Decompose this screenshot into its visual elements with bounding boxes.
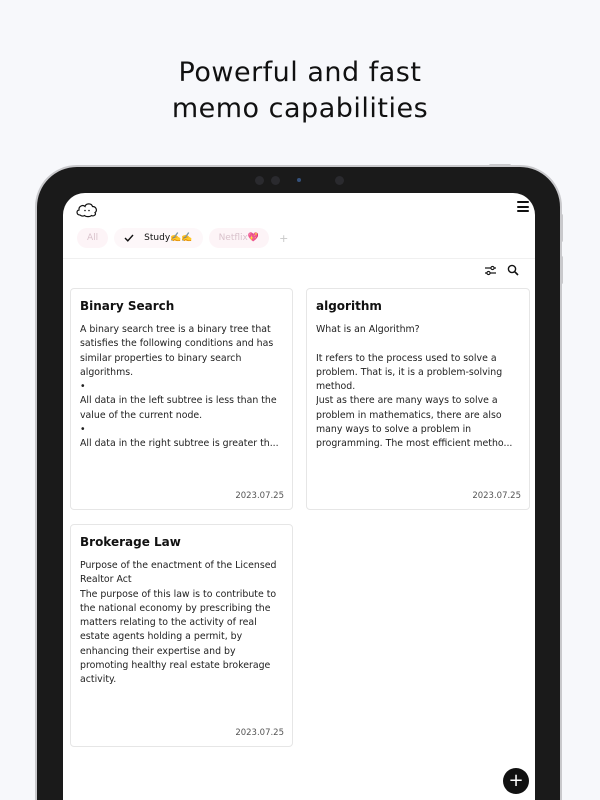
- memo-date: 2023.07.25: [235, 491, 284, 501]
- memo-body: A binary search tree is a binary tree that satisfies the following conditions and has similar properties to binary search algorithms. • All data in the left subtree is less than the value of the current node. • All data in the right subtree is greater th...: [80, 324, 279, 450]
- add-tab-icon[interactable]: +: [279, 231, 289, 245]
- memo-card[interactable]: [70, 288, 293, 510]
- memo-date: 2023.07.25: [235, 728, 284, 738]
- tab-study[interactable]: [114, 228, 202, 248]
- tab-all-label: All: [87, 233, 99, 243]
- device-volume-down: [560, 256, 563, 284]
- promo-headline: [0, 55, 600, 127]
- category-tabs: [77, 227, 288, 249]
- cloud-icon[interactable]: [75, 200, 99, 218]
- tab-netflix-label: Netflix💖: [218, 233, 260, 243]
- search-icon[interactable]: [507, 264, 519, 276]
- toolbar: [474, 264, 519, 276]
- tab-all[interactable]: [77, 228, 108, 248]
- device-volume-up: [560, 214, 563, 242]
- hamburger-menu-icon[interactable]: [517, 201, 529, 212]
- memo-card[interactable]: [306, 288, 530, 510]
- memo-title: Brokerage Law: [80, 535, 181, 549]
- tab-study-label: Study✍️✍️: [144, 233, 193, 243]
- memo-body: Purpose of the enactment of the Licensed Realtor Act The purpose of this law is to contribute to the national economy by prescribing the matters relating to the activity of real estate agents holding a permit, by enhancing their expertise and by promoting healthy real estate brokerage activity.: [80, 560, 277, 686]
- memo-title: algorithm: [316, 299, 382, 313]
- memo-body: What is an Algorithm? It refers to the process used to solve a problem. That is, it is a problem-solving method. Just as there are many ways to solve a problem in mathematics, there are also many ways to solve a problem in programming. The most efficient metho...: [316, 324, 513, 450]
- add-memo-button[interactable]: +: [503, 768, 529, 794]
- sliders-icon[interactable]: [484, 265, 497, 276]
- headline-line-2: memo capabilities: [171, 93, 429, 124]
- tab-netflix[interactable]: [209, 228, 270, 248]
- memo-card[interactable]: [70, 524, 293, 747]
- headline-line-1: Powerful and fast: [178, 57, 422, 88]
- header-divider: [63, 258, 535, 259]
- app-top-bar: [63, 193, 535, 223]
- camera-bar: [247, 175, 357, 187]
- app-screen: [63, 193, 535, 800]
- memo-title: Binary Search: [80, 299, 175, 313]
- memo-date: 2023.07.25: [472, 491, 521, 501]
- check-icon: [124, 234, 134, 242]
